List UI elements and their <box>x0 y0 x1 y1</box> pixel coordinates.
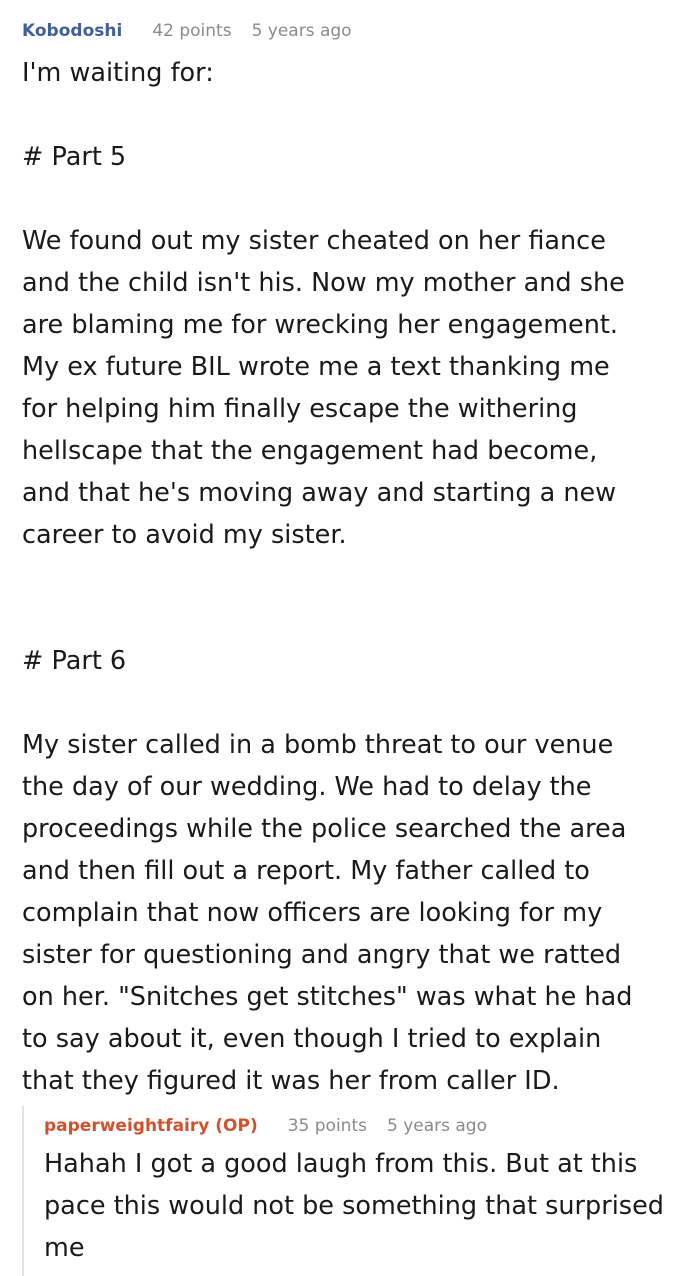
comment-meta <box>22 19 352 43</box>
reply-line: Hahah I got a good laugh from this. But at this <box>44 1149 638 1179</box>
reply-comment <box>22 1106 700 1276</box>
reply-body <box>44 1143 694 1269</box>
comment-timestamp[interactable]: 5 years ago <box>251 21 352 41</box>
comment-points: 42 points <box>152 21 232 41</box>
part5-line: and the child isn't his. Now my mother and she <box>22 268 625 298</box>
part6-line: that they figured it was her from caller ID. <box>22 1066 560 1096</box>
reply-meta <box>44 1114 487 1138</box>
part6-paragraph <box>22 724 682 1102</box>
part5-paragraph <box>22 220 682 556</box>
reply-points: 35 points <box>287 1116 367 1136</box>
part6-line: complain that now officers are looking for my <box>22 898 603 928</box>
comment-intro: I'm waiting for: <box>22 58 214 88</box>
reply-line: pace this would not be something that surprised <box>44 1191 664 1221</box>
part5-line: and that he's moving away and starting a new <box>22 478 617 508</box>
reply-timestamp[interactable]: 5 years ago <box>386 1116 487 1136</box>
part6-line: proceedings while the police searched the area <box>22 814 627 844</box>
part6-line: sister for questioning and angry that we ratted <box>22 940 622 970</box>
part6-line: the day of our wedding. We had to delay the <box>22 772 592 802</box>
part6-line: on her. "Snitches get stitches" was what he had <box>22 982 633 1012</box>
part6-line: to say about it, even though I tried to explain <box>22 1024 602 1054</box>
comment-body <box>22 52 682 1102</box>
comment-author[interactable]: Kobodoshi <box>22 21 123 41</box>
part6-line: and then fill out a report. My father called to <box>22 856 590 886</box>
part6-heading: # Part 6 <box>22 646 127 676</box>
part5-line: My ex future BIL wrote me a text thanking me <box>22 352 610 382</box>
part5-line: We found out my sister cheated on her fiance <box>22 226 606 256</box>
reply-line: me <box>44 1233 85 1263</box>
part5-line: career to avoid my sister. <box>22 520 347 550</box>
part5-line: for helping him finally escape the withering <box>22 394 578 424</box>
part5-heading: # Part 5 <box>22 142 127 172</box>
part6-line: My sister called in a bomb threat to our venue <box>22 730 614 760</box>
reply-author[interactable]: paperweightfairy (OP) <box>44 1116 258 1136</box>
part5-line: are blaming me for wrecking her engagement. <box>22 310 618 340</box>
part5-line: hellscape that the engagement had become, <box>22 436 598 466</box>
